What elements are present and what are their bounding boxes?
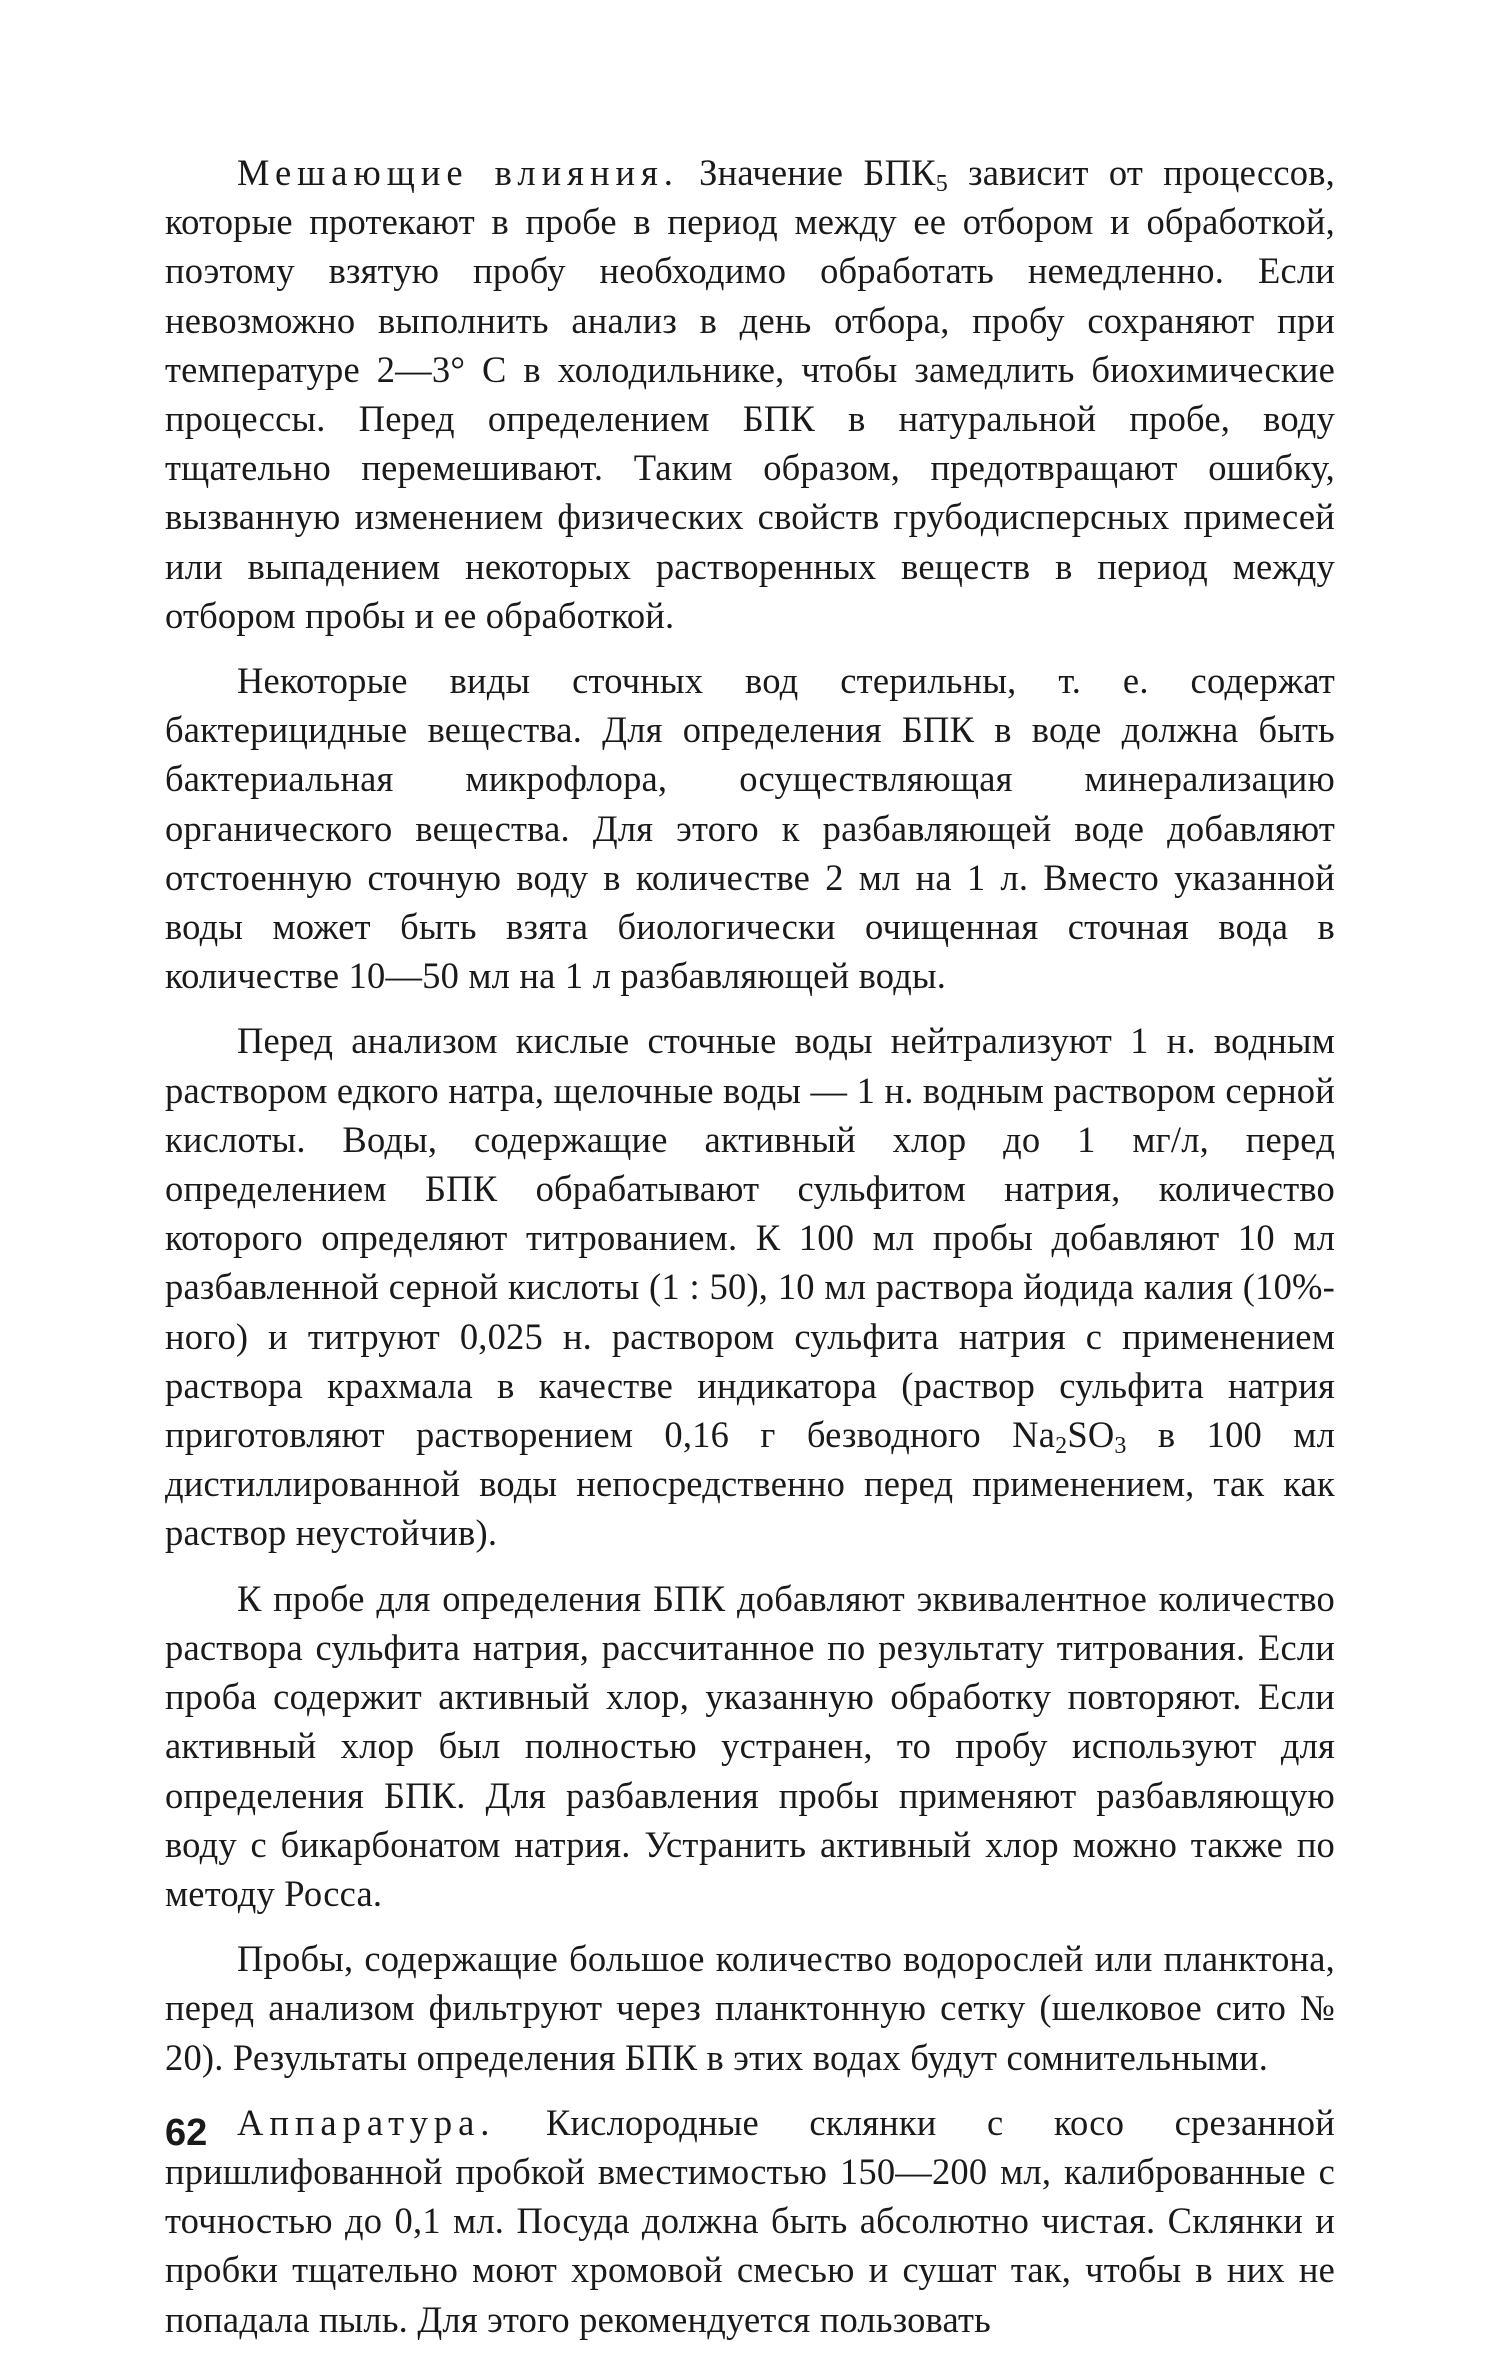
paragraph-text: в 100 мл дистиллированной воды непосредственно перед применением, так как раствор неустойчив). [165, 1414, 1335, 1554]
paragraph-text: Значение БПК [678, 152, 936, 193]
paragraph-neutralization [165, 1016, 1335, 1557]
paragraph-interfering-influences [165, 148, 1335, 640]
paragraph-sulfite-addition: К пробе для определения БПК добавляют эквивалентное количество раствора сульфита натрия, рассчитанное по результату титрования. Если проба содержит активный хлор, указанную обработку повторяют. Если активный хлор был полностью устранен, то пробу используют для определения БПК. Для разбавления пробы применяют разбавляющую воду с бикарбонатом натрия. Устранить активный хлор можно также по методу Росса. [165, 1577, 1335, 1914]
page-number: 62 [165, 2112, 208, 2154]
subscript: 5 [935, 171, 948, 197]
paragraph-plankton: Пробы, содержащие большое количество водорослей или планктона, перед анализом фильтруют через планктонную сетку (шелковое сито № 20). Результаты определения БПК в этих водах будут сомнительными. [165, 1938, 1335, 2078]
paragraph-text: зависит от процессов, которые протекают в пробе в период между ее отбором и обработкой, поэтому взятую пробу необходимо обработать немедленно. Если невозможно выполнить анализ в день отбора, пробу сохраняют при температуре 2—3° С в холодильнике, чтобы замедлить биохимические процессы. Перед определением БПК в натуральной пробе, воду тщательно перемешивают. Таким образом, предотвращают ошибку, вызванную изменением физических свойств грубодисперсных примесей или выпадением некоторых растворенных веществ в период между отбором пробы и ее обработкой. [165, 152, 1335, 636]
paragraph-text: SO [1067, 1414, 1115, 1456]
paragraph-sterile-waters: Некоторые виды сточных вод стерильны, т. е. содержат бактерицидные вещества. Для определения БПК в воде должна быть бактериальная микрофлора, осуществляющая минерализацию органического вещества. Для этого к разбавляющей воде добавляют отстоенную сточную воду в количестве 2 мл на 1 л. Вместо указанной воды может быть взята биологически очищенная сточная вода в количестве 10—50 мл на 1 л разбавляющей воды. [165, 660, 1335, 997]
section-heading-apparatus: Аппаратура. [237, 2101, 496, 2143]
paragraph-text: Перед анализом кислые сточные воды нейтрализуют 1 н. водным раствором едкого натра, щелочные воды — 1 н. водным раствором серной кислоты. Воды, содержащие активный хлор до 1 мг/л, перед определением БПК обрабатывают сульфитом натрия, количество которого определяют титрованием. К 100 мл пробы добавляют 10 мл разбавленной серной кислоты (1 : 50), 10 мл раствора йодида калия (10%-ного) и титруют 0,025 н. раствором сульфита натрия с применением раствора крахмала в качестве индикатора (раствор сульфита натрия приготовляют растворением 0,16 г безводного Na [165, 1020, 1335, 1456]
paragraph-apparatus [165, 2098, 1335, 2344]
subscript: 3 [1114, 1433, 1127, 1460]
paragraph-text: Кислородные склянки с косо срезанной пришлифованной пробкой вместимостью 150—200 мл, калиброванные с точностью до 0,1 мл. Посуда должна быть абсолютно чистая. Склянки и пробки тщательно моют хромовой смесью и сушат так, чтобы в них не попадала пыль. Для этого рекомендуется пользовать [165, 2101, 1335, 2340]
section-heading-interfering-influences: Мешающие влияния. [237, 152, 679, 193]
page-body [165, 148, 1335, 2360]
subscript: 2 [1055, 1433, 1068, 1460]
